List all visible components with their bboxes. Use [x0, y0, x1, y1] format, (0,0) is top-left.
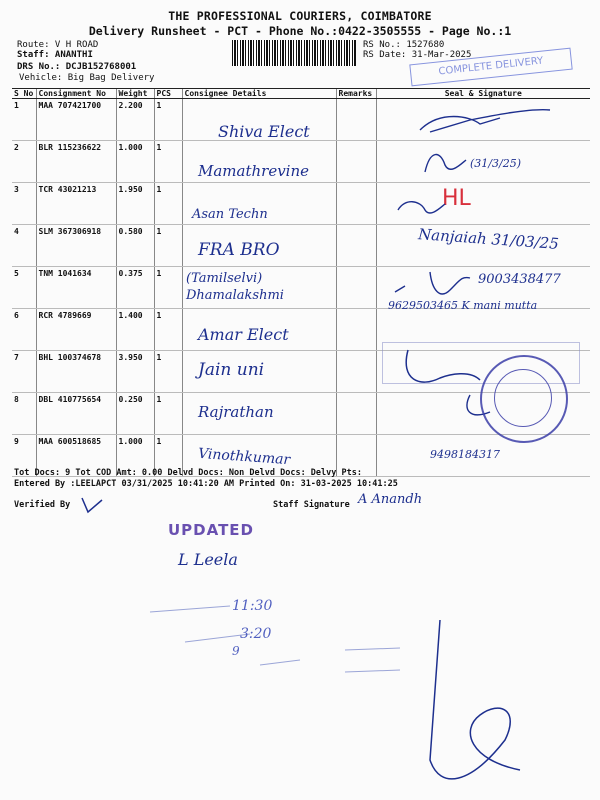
verified-by-label: Verified By	[14, 500, 71, 510]
handwritten-small-1: 9	[232, 644, 240, 658]
rs-no: RS No.: 1527680	[363, 40, 445, 50]
staff: Staff: ANANTHI	[17, 50, 93, 60]
cell-weight: 3.950	[116, 351, 154, 393]
cell-consignment: TNM 1041634	[36, 267, 116, 309]
cell-weight: 1.400	[116, 309, 154, 351]
col-pcs: PCS	[154, 89, 182, 99]
cell-sno: 5	[12, 267, 36, 309]
totals-line-2: Entered By :LEELAPCT 03/31/2025 10:41:20 AM Printed On: 31-03-2025 10:41:25	[14, 479, 398, 489]
cell-consignment: BLR 115236622	[36, 141, 116, 183]
col-sno: S No	[12, 89, 36, 99]
cell-weight: 2.200	[116, 99, 154, 141]
handwritten-seal-9: 9498184317	[430, 448, 500, 461]
cell-pcs: 1	[154, 141, 182, 183]
seal-2-scribble	[425, 155, 466, 172]
cell-pcs: 1	[154, 393, 182, 435]
cell-sno: 6	[12, 309, 36, 351]
cell-pcs: 1	[154, 225, 182, 267]
handwritten-consignee-2: Mamathrevine	[198, 162, 310, 180]
handwritten-seal-5: 9003438477	[478, 272, 561, 287]
col-seal: Seal & Signature	[376, 89, 590, 99]
bottom-large-scribble	[430, 620, 520, 779]
handwritten-consignee-1: Shiva Elect	[218, 122, 310, 141]
cell-consignment: BHL 100374678	[36, 351, 116, 393]
handwritten-consignee-5: (Tamilselvi) Dhamalakshmi	[186, 271, 284, 303]
col-weight: Weight	[116, 89, 154, 99]
handwritten-seal-4: Nanjaiah 31/03/25	[417, 225, 560, 253]
handwritten-consignee-9: Vinothkumar	[197, 445, 291, 469]
cell-consignment: MAA 707421700	[36, 99, 116, 141]
col-consignee: Consignee Details	[182, 89, 336, 99]
cell-sno: 7	[12, 351, 36, 393]
handwritten-seal-3: HL	[442, 186, 471, 211]
header-subtitle: Delivery Runsheet - PCT - Phone No.:0422-3505555 - Page No.:1	[88, 24, 512, 38]
vehicle: Vehicle: Big Bag Delivery	[19, 73, 155, 83]
cell-consignment: MAA 600518685	[36, 435, 116, 477]
delivery-stamp: COMPLETE DELIVERY	[409, 48, 572, 87]
seal-5-scribble	[395, 272, 470, 294]
cell-pcs: 1	[154, 309, 182, 351]
cell-consignment: DBL 410775654	[36, 393, 116, 435]
cell-pcs: 1	[154, 99, 182, 141]
handwritten-consignee-8: Rajrathan	[198, 403, 274, 421]
cell-sno: 8	[12, 393, 36, 435]
cell-consignment: RCR 4789669	[36, 309, 116, 351]
bottom-faint-lines	[150, 606, 400, 672]
cell-weight: 0.580	[116, 225, 154, 267]
cell-weight: 1.000	[116, 141, 154, 183]
header-title: THE PROFESSIONAL COURIERS, COIMBATORE	[168, 9, 432, 23]
handwritten-consignee-4: FRA BRO	[198, 240, 280, 260]
totals-line-1: Tot Docs: 9 Tot COD Amt: 0.00 Delvd Docs: Non Delvd Docs: Delvy Pts:	[14, 468, 362, 478]
cell-pcs: 1	[154, 267, 182, 309]
cell-pcs: 1	[154, 435, 182, 477]
seal-3-scribble	[398, 202, 445, 213]
handwritten-seal-2: (31/3/25)	[470, 157, 521, 170]
cell-weight: 1.000	[116, 435, 154, 477]
cell-pcs: 1	[154, 183, 182, 225]
cell-consignment: TCR 43021213	[36, 183, 116, 225]
cell-weight: 0.375	[116, 267, 154, 309]
cell-sno: 9	[12, 435, 36, 477]
handwritten-consignee-6: Amar Elect	[198, 325, 289, 344]
col-consignment: Consignment No	[36, 89, 116, 99]
staff-signature-hand: A Anandh	[358, 492, 423, 507]
drs-no: DRS No.: DCJB152768001	[17, 62, 137, 72]
staff-signature-label: Staff Signature	[273, 500, 350, 510]
handwritten-consignee-3: Asan Techn	[192, 207, 268, 222]
company-round-seal	[480, 355, 568, 443]
updated-signature: L Leela	[178, 550, 238, 569]
cell-sno: 4	[12, 225, 36, 267]
handwritten-time-1: 11:30	[232, 598, 273, 614]
route: Route: V H ROAD	[17, 40, 99, 50]
seal-1-scribble	[420, 110, 550, 132]
updated-stamp: UPDATED	[168, 521, 254, 539]
col-remarks: Remarks	[336, 89, 376, 99]
cell-weight: 0.250	[116, 393, 154, 435]
handwritten-consignee-7: Jain uni	[198, 360, 265, 380]
handwritten-seal-6: 9629503465 K mani mutta	[388, 299, 538, 312]
cell-consignment: SLM 367306918	[36, 225, 116, 267]
cell-sno: 1	[12, 99, 36, 141]
cell-sno: 3	[12, 183, 36, 225]
cell-pcs: 1	[154, 351, 182, 393]
verified-sig	[82, 498, 102, 512]
cell-sno: 2	[12, 141, 36, 183]
cell-weight: 1.950	[116, 183, 154, 225]
handwritten-time-2: 3:20	[240, 626, 272, 642]
rs-date: RS Date: 31-Mar-2025	[363, 50, 472, 60]
